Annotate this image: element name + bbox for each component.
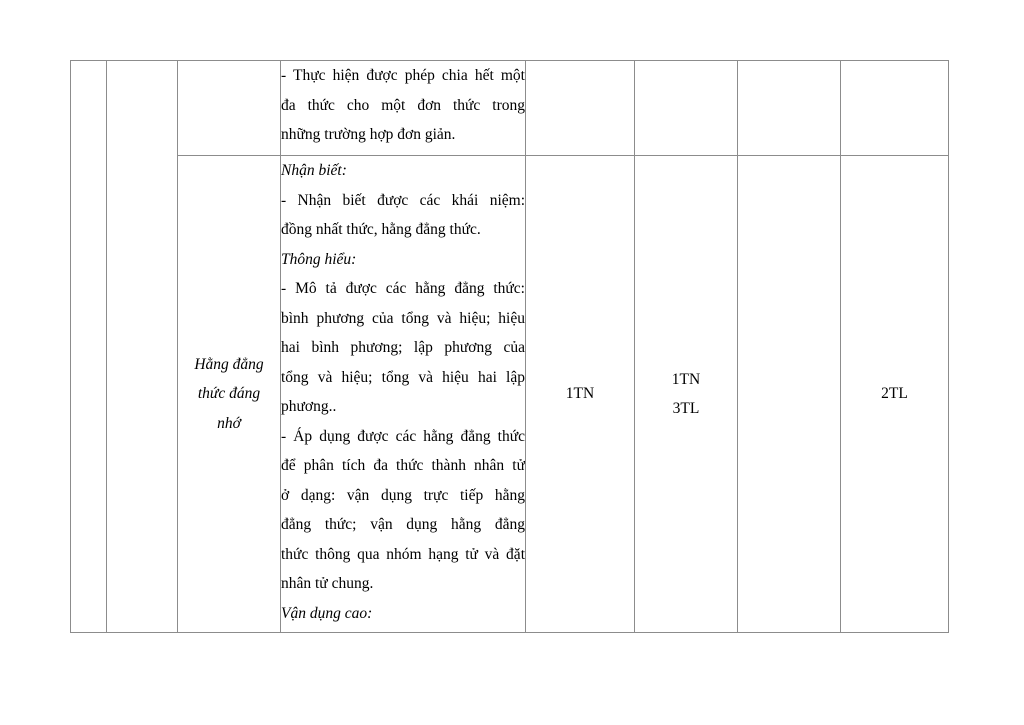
index-cell [71, 61, 107, 633]
requirement-line: bình phương của tổng và hiệu; hiệu [281, 309, 525, 327]
count-value: 3TL [672, 400, 700, 417]
requirement-line: - Áp dụng được các hằng đẳng thức [281, 427, 525, 445]
thong-hieu-cell [635, 156, 738, 633]
level-heading: Nhận biết: [281, 162, 347, 179]
requirement-line: hai bình phương; lập phương của [281, 339, 525, 356]
table-row [71, 156, 949, 633]
topic-line: thức đáng [197, 385, 261, 403]
requirement-cell [281, 61, 526, 156]
requirement-line: thức thông qua nhóm hạng tử và đặt [281, 545, 525, 563]
topic-line: nhớ [217, 414, 241, 432]
table-row [71, 61, 949, 156]
count-value: 1TN [671, 370, 701, 388]
van-dung-cao-cell [841, 156, 949, 633]
level-heading: Thông hiểu: [281, 250, 357, 268]
requirement-line: - Thực hiện được phép chia hết một [281, 67, 525, 84]
level-heading: Vận dụng cao: [281, 604, 373, 622]
requirement-line: phương.. [281, 398, 337, 415]
nhan-biet-cell [526, 61, 635, 156]
van-dung-cell [738, 61, 841, 156]
requirement-line: - Nhận biết được các khái niệm: [281, 191, 525, 209]
thong-hieu-cell [635, 61, 738, 156]
van-dung-cao-cell [841, 61, 949, 156]
requirement-line: đa thức cho một đơn thức trong [281, 96, 525, 114]
requirement-line: đồng nhất thức, hằng đẳng thức. [281, 221, 481, 238]
count-value: 2TL [881, 385, 908, 403]
requirement-line: những trường hợp đơn giản. [281, 126, 456, 143]
requirement-line: đẳng thức; vận dụng hằng đẳng [281, 516, 525, 533]
topic-line: Hằng đẳng [194, 355, 264, 373]
chapter-cell [107, 61, 178, 633]
topic-cell [178, 61, 281, 156]
count-value: 1TN [565, 385, 595, 403]
requirement-cell [281, 156, 526, 633]
matrix-table [70, 60, 949, 633]
van-dung-cell [738, 156, 841, 633]
requirement-line: nhân tử chung. [281, 575, 374, 592]
requirement-line: tổng và hiệu; tổng và hiệu hai lập [281, 368, 525, 386]
nhan-biet-cell [526, 156, 635, 633]
requirement-line: - Mô tả được các hằng đẳng thức: [281, 280, 525, 297]
topic-cell [178, 156, 281, 633]
requirement-line: để phân tích đa thức thành nhân tử [281, 457, 525, 474]
requirement-line: ở dạng: vận dụng trực tiếp hằng [281, 486, 525, 504]
